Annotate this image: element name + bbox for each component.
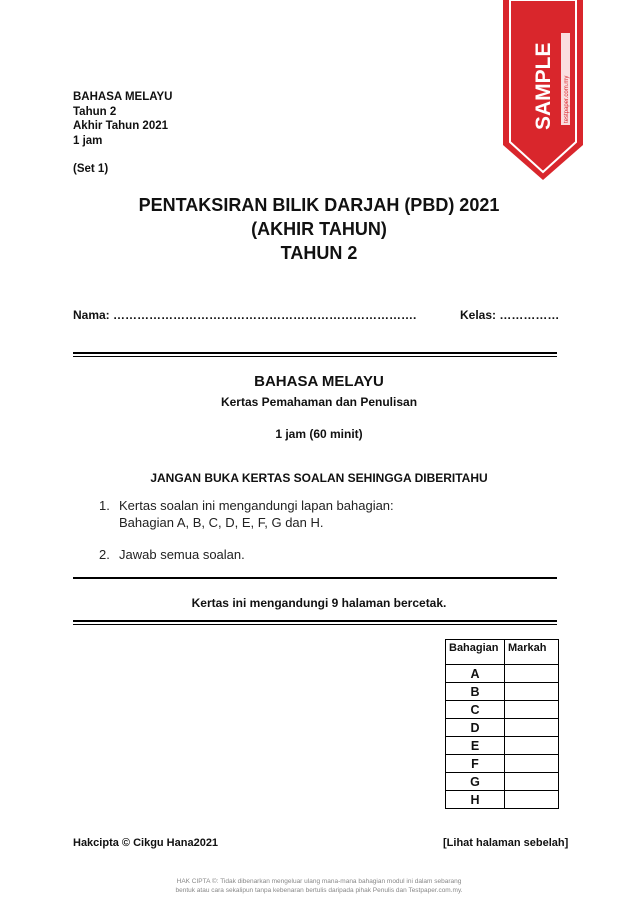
copyright-notice <box>0 877 638 895</box>
header-term: Akhir Tahun 2021 <box>73 120 169 132</box>
table-row <box>446 755 559 773</box>
instruction-text: Kertas soalan ini mengandungi lapan bahagian: <box>119 498 394 513</box>
table-row <box>446 773 559 791</box>
document-title <box>0 193 638 265</box>
instruction-number: 1. <box>99 498 110 513</box>
section-letter: A <box>446 665 505 683</box>
column-header-markah: Markah <box>505 640 559 665</box>
title-line-3: TAHUN 2 <box>280 243 358 263</box>
table-row <box>446 665 559 683</box>
table-row <box>446 737 559 755</box>
mark-cell <box>505 773 559 791</box>
ribbon-small-text: testpaper.com.my <box>564 75 570 123</box>
footer-next-page: [Lihat halaman sebelah] <box>443 837 569 849</box>
copyright-line-2: bentuk atau cara sekalipun tanpa kebenaran bertulis daripada pihak Penulis dan Testpaper.com.my. <box>175 887 463 894</box>
divider-bottom-thick <box>73 620 557 622</box>
class-field: Kelas: …………… <box>460 308 560 322</box>
paper-warning: JANGAN BUKA KERTAS SOALAN SEHINGGA DIBERITAHU <box>150 471 488 485</box>
section-letter: D <box>446 719 505 737</box>
divider-top-thin <box>73 356 557 357</box>
header-subject: BAHASA MELAYU <box>73 91 173 103</box>
instruction-text: Bahagian A, B, C, D, E, F, G dan H. <box>119 515 324 530</box>
divider-middle <box>73 577 557 579</box>
set-label: (Set 1) <box>73 163 109 175</box>
section-letter: E <box>446 737 505 755</box>
table-row <box>446 791 559 809</box>
sample-ribbon-icon <box>503 0 583 180</box>
mark-cell <box>505 665 559 683</box>
header-year: Tahun 2 <box>73 105 117 118</box>
title-line-1: PENTAKSIRAN BILIK DARJAH (PBD) 2021 <box>138 195 500 215</box>
ribbon-label: SAMPLE <box>532 42 555 130</box>
copyright-line-1: HAK CIPTA ©: Tidak dibenarkan mengeluar ulang mana-mana bahagian modul ini dalam sebarang <box>176 878 462 885</box>
mark-cell <box>505 701 559 719</box>
instruction-text: Jawab semua soalan. <box>119 547 245 562</box>
table-row <box>446 719 559 737</box>
column-header-bahagian: Bahagian <box>446 640 505 665</box>
table-row <box>446 683 559 701</box>
name-field: Nama: …………………………………………………………………. <box>73 308 417 322</box>
title-line-2: (AKHIR TAHUN) <box>251 219 387 239</box>
divider-bottom-thin <box>73 624 557 625</box>
mark-cell <box>505 737 559 755</box>
header-duration: 1 jam <box>73 134 103 147</box>
section-letter: F <box>446 755 505 773</box>
divider-top-thick <box>73 352 557 354</box>
marks-table <box>445 639 559 809</box>
mark-cell <box>505 791 559 809</box>
section-letter: H <box>446 791 505 809</box>
mark-cell <box>505 683 559 701</box>
header-block <box>73 90 172 148</box>
table-header-row <box>446 640 559 665</box>
mark-cell <box>505 719 559 737</box>
section-letter: C <box>446 701 505 719</box>
paper-duration: 1 jam (60 minit) <box>275 427 363 441</box>
paper-subject: BAHASA MELAYU <box>254 373 384 390</box>
mark-cell <box>505 755 559 773</box>
footer-copyright: Hakcipta © Cikgu Hana2021 <box>73 837 219 849</box>
pages-note: Kertas ini mengandungi 9 halaman bercetak. <box>191 596 447 610</box>
instruction-number: 2. <box>99 547 110 562</box>
table-row <box>446 701 559 719</box>
section-letter: G <box>446 773 505 791</box>
section-letter: B <box>446 683 505 701</box>
paper-subtitle: Kertas Pemahaman dan Penulisan <box>220 395 418 409</box>
